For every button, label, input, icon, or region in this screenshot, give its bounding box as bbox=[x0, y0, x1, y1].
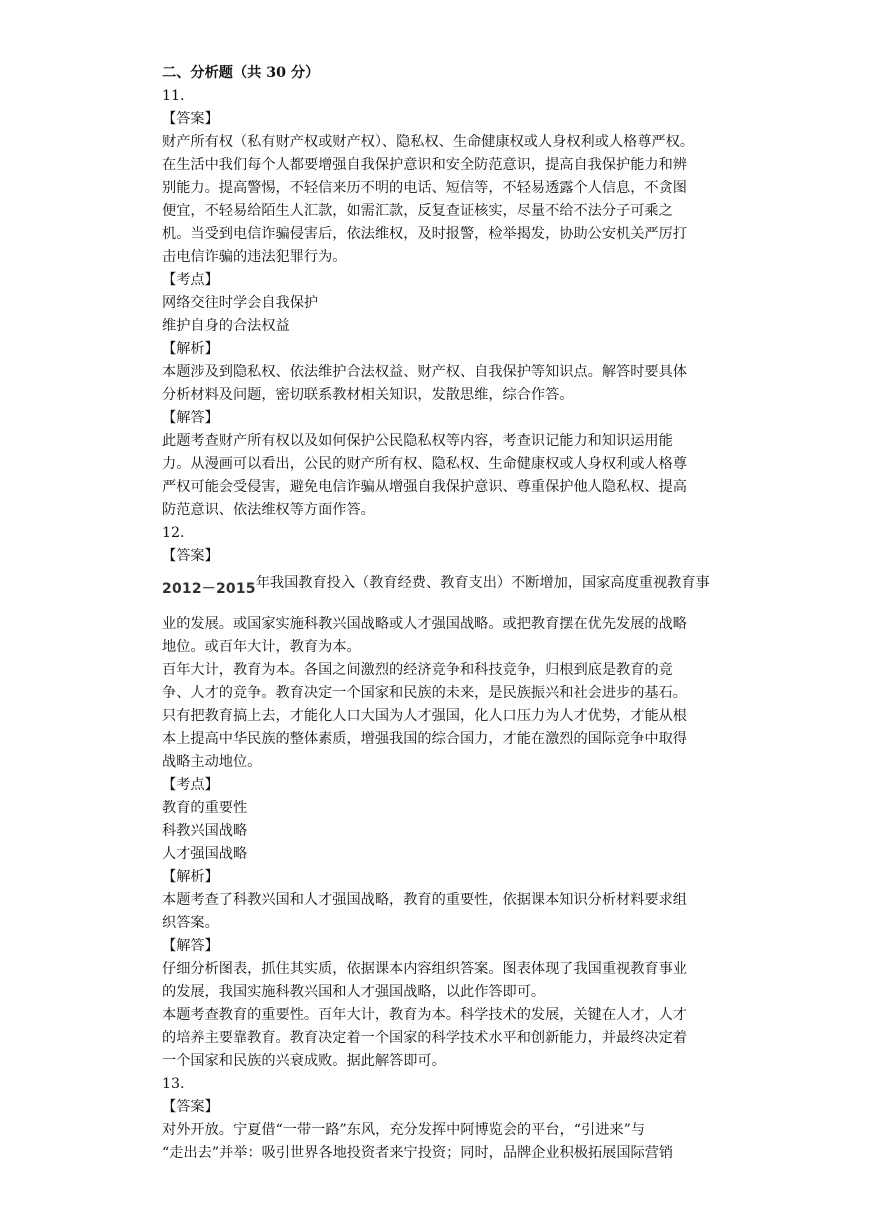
analysis-line: 本题涉及到隐私权、依法维护合法权益、财产权、自我保护等知识点。解答时要具体 bbox=[162, 364, 687, 380]
question-number: 11. bbox=[162, 88, 185, 104]
point-item: 科教兴国战略 bbox=[162, 823, 248, 839]
answer-line: 争、人才的竞争。教育决定一个国家和民族的未来，是民族振兴和社会进步的基石。 bbox=[162, 685, 687, 701]
question-12 bbox=[162, 522, 742, 1073]
point-item: 维护自身的合法权益 bbox=[162, 318, 290, 334]
solution-tag: 【解答】 bbox=[162, 938, 219, 954]
document-body bbox=[162, 62, 742, 1165]
answer-line: 击电信诈骗的违法犯罪行为。 bbox=[162, 249, 347, 265]
answer-line: 便宜，不轻易给陌生人汇款，如需汇款，反复查证核实，尽量不给不法分子可乘之 bbox=[162, 203, 673, 219]
analysis-tag: 【解析】 bbox=[162, 341, 219, 357]
solution-line: 力。从漫画可以看出，公民的财产所有权、隐私权、生命健康权或人身权利或人格尊 bbox=[162, 456, 687, 472]
section-heading: 二、分析题（共 30 分） bbox=[162, 65, 320, 81]
analysis-line: 本题考查了科教兴国和人才强国战略，教育的重要性，依据课本知识分析材料要求组 bbox=[162, 892, 687, 908]
solution-line: 严权可能会受侵害，避免电信诈骗从增强自我保护意识、尊重保护他人隐私权、提高 bbox=[162, 479, 687, 495]
answer-line: 百年大计，教育为本。各国之间激烈的经济竞争和科技竞争，归根到底是教育的竞 bbox=[162, 662, 673, 678]
answer-line: 对外开放。宁夏借“一带一路”东风，充分发挥中阿博览会的平台，“引进来”与 bbox=[162, 1122, 646, 1138]
solution-tag: 【解答】 bbox=[162, 410, 219, 426]
answer-line: 本上提高中华民族的整体素质，增强我国的综合国力，才能在激烈的国际竞争中取得 bbox=[162, 731, 687, 747]
solution-line: 一个国家和民族的兴衰成败。据此解答即可。 bbox=[162, 1053, 446, 1069]
question-number: 13. bbox=[162, 1076, 185, 1092]
answer-tag: 【答案】 bbox=[162, 1099, 219, 1115]
point-item: 教育的重要性 bbox=[162, 800, 248, 816]
answer-line: 在生活中我们每个人都要增强自我保护意识和安全防范意识，提高自我保护能力和辨 bbox=[162, 157, 687, 173]
point-item: 网络交往时学会自我保护 bbox=[162, 295, 319, 311]
question-13 bbox=[162, 1073, 742, 1165]
solution-line: 防范意识、依法维权等方面作答。 bbox=[162, 502, 375, 518]
point-tag: 【考点】 bbox=[162, 777, 219, 793]
solution-line: 本题考查教育的重要性。百年大计，教育为本。科学技术的发展，关键在人才，人才 bbox=[162, 1007, 687, 1023]
question-number: 12. bbox=[162, 525, 185, 541]
answer-line: 只有把教育搞上去，才能化人口大国为人才强国，化人口压力为人才优势，才能从根 bbox=[162, 708, 687, 724]
answer-line: 战略主动地位。 bbox=[162, 754, 262, 770]
solution-line: 仔细分析图表，抓住其实质，依据课本内容组织答案。图表体现了我国重视教育事业 bbox=[162, 961, 687, 977]
solution-line: 的培养主要靠教育。教育决定着一个国家的科学技术水平和创新能力，并最终决定着 bbox=[162, 1030, 687, 1046]
analysis-line: 织答案。 bbox=[162, 915, 219, 931]
answer-line: 年我国教育投入（教育经费、教育支出）不断增加，国家高度重视教育事 bbox=[255, 575, 710, 591]
answer-line: 机。当受到电信诈骗侵害后，依法维权，及时报警，检举揭发，协助公安机关严厉打 bbox=[162, 226, 687, 242]
point-item: 人才强国战略 bbox=[162, 846, 248, 862]
analysis-tag: 【解析】 bbox=[162, 869, 219, 885]
point-tag: 【考点】 bbox=[162, 272, 219, 288]
answer-line: 地位。或百年大计，教育为本。 bbox=[162, 639, 361, 655]
solution-line: 此题考查财产所有权以及如何保护公民隐私权等内容，考查识记能力和知识运用能 bbox=[162, 433, 673, 449]
answer-line: “走出去”并举：吸引世界各地投资者来宁投资；同时，品牌企业积极拓展国际营销 bbox=[162, 1145, 674, 1161]
answer-first-line bbox=[162, 568, 742, 613]
answer-tag: 【答案】 bbox=[162, 111, 219, 127]
answer-tag: 【答案】 bbox=[162, 548, 219, 564]
answer-line: 别能力。提高警惕，不轻信来历不明的电话、短信等，不轻易透露个人信息，不贪图 bbox=[162, 180, 687, 196]
solution-line: 的发展，我国实施科教兴国和人才强国战略，以此作答即可。 bbox=[162, 984, 546, 1000]
answer-line: 业的发展。或国家实施科教兴国战略或人才强国战略。或把教育摆在优先发展的战略 bbox=[162, 616, 687, 632]
year-range-image: 2012－2015 bbox=[162, 581, 256, 597]
question-11 bbox=[162, 85, 742, 522]
analysis-line: 分析材料及问题，密切联系教材相关知识，发散思维，综合作答。 bbox=[162, 387, 574, 403]
answer-line: 财产所有权（私有财产权或财产权）、隐私权、生命健康权或人身权利或人格尊严权。 bbox=[162, 134, 695, 150]
